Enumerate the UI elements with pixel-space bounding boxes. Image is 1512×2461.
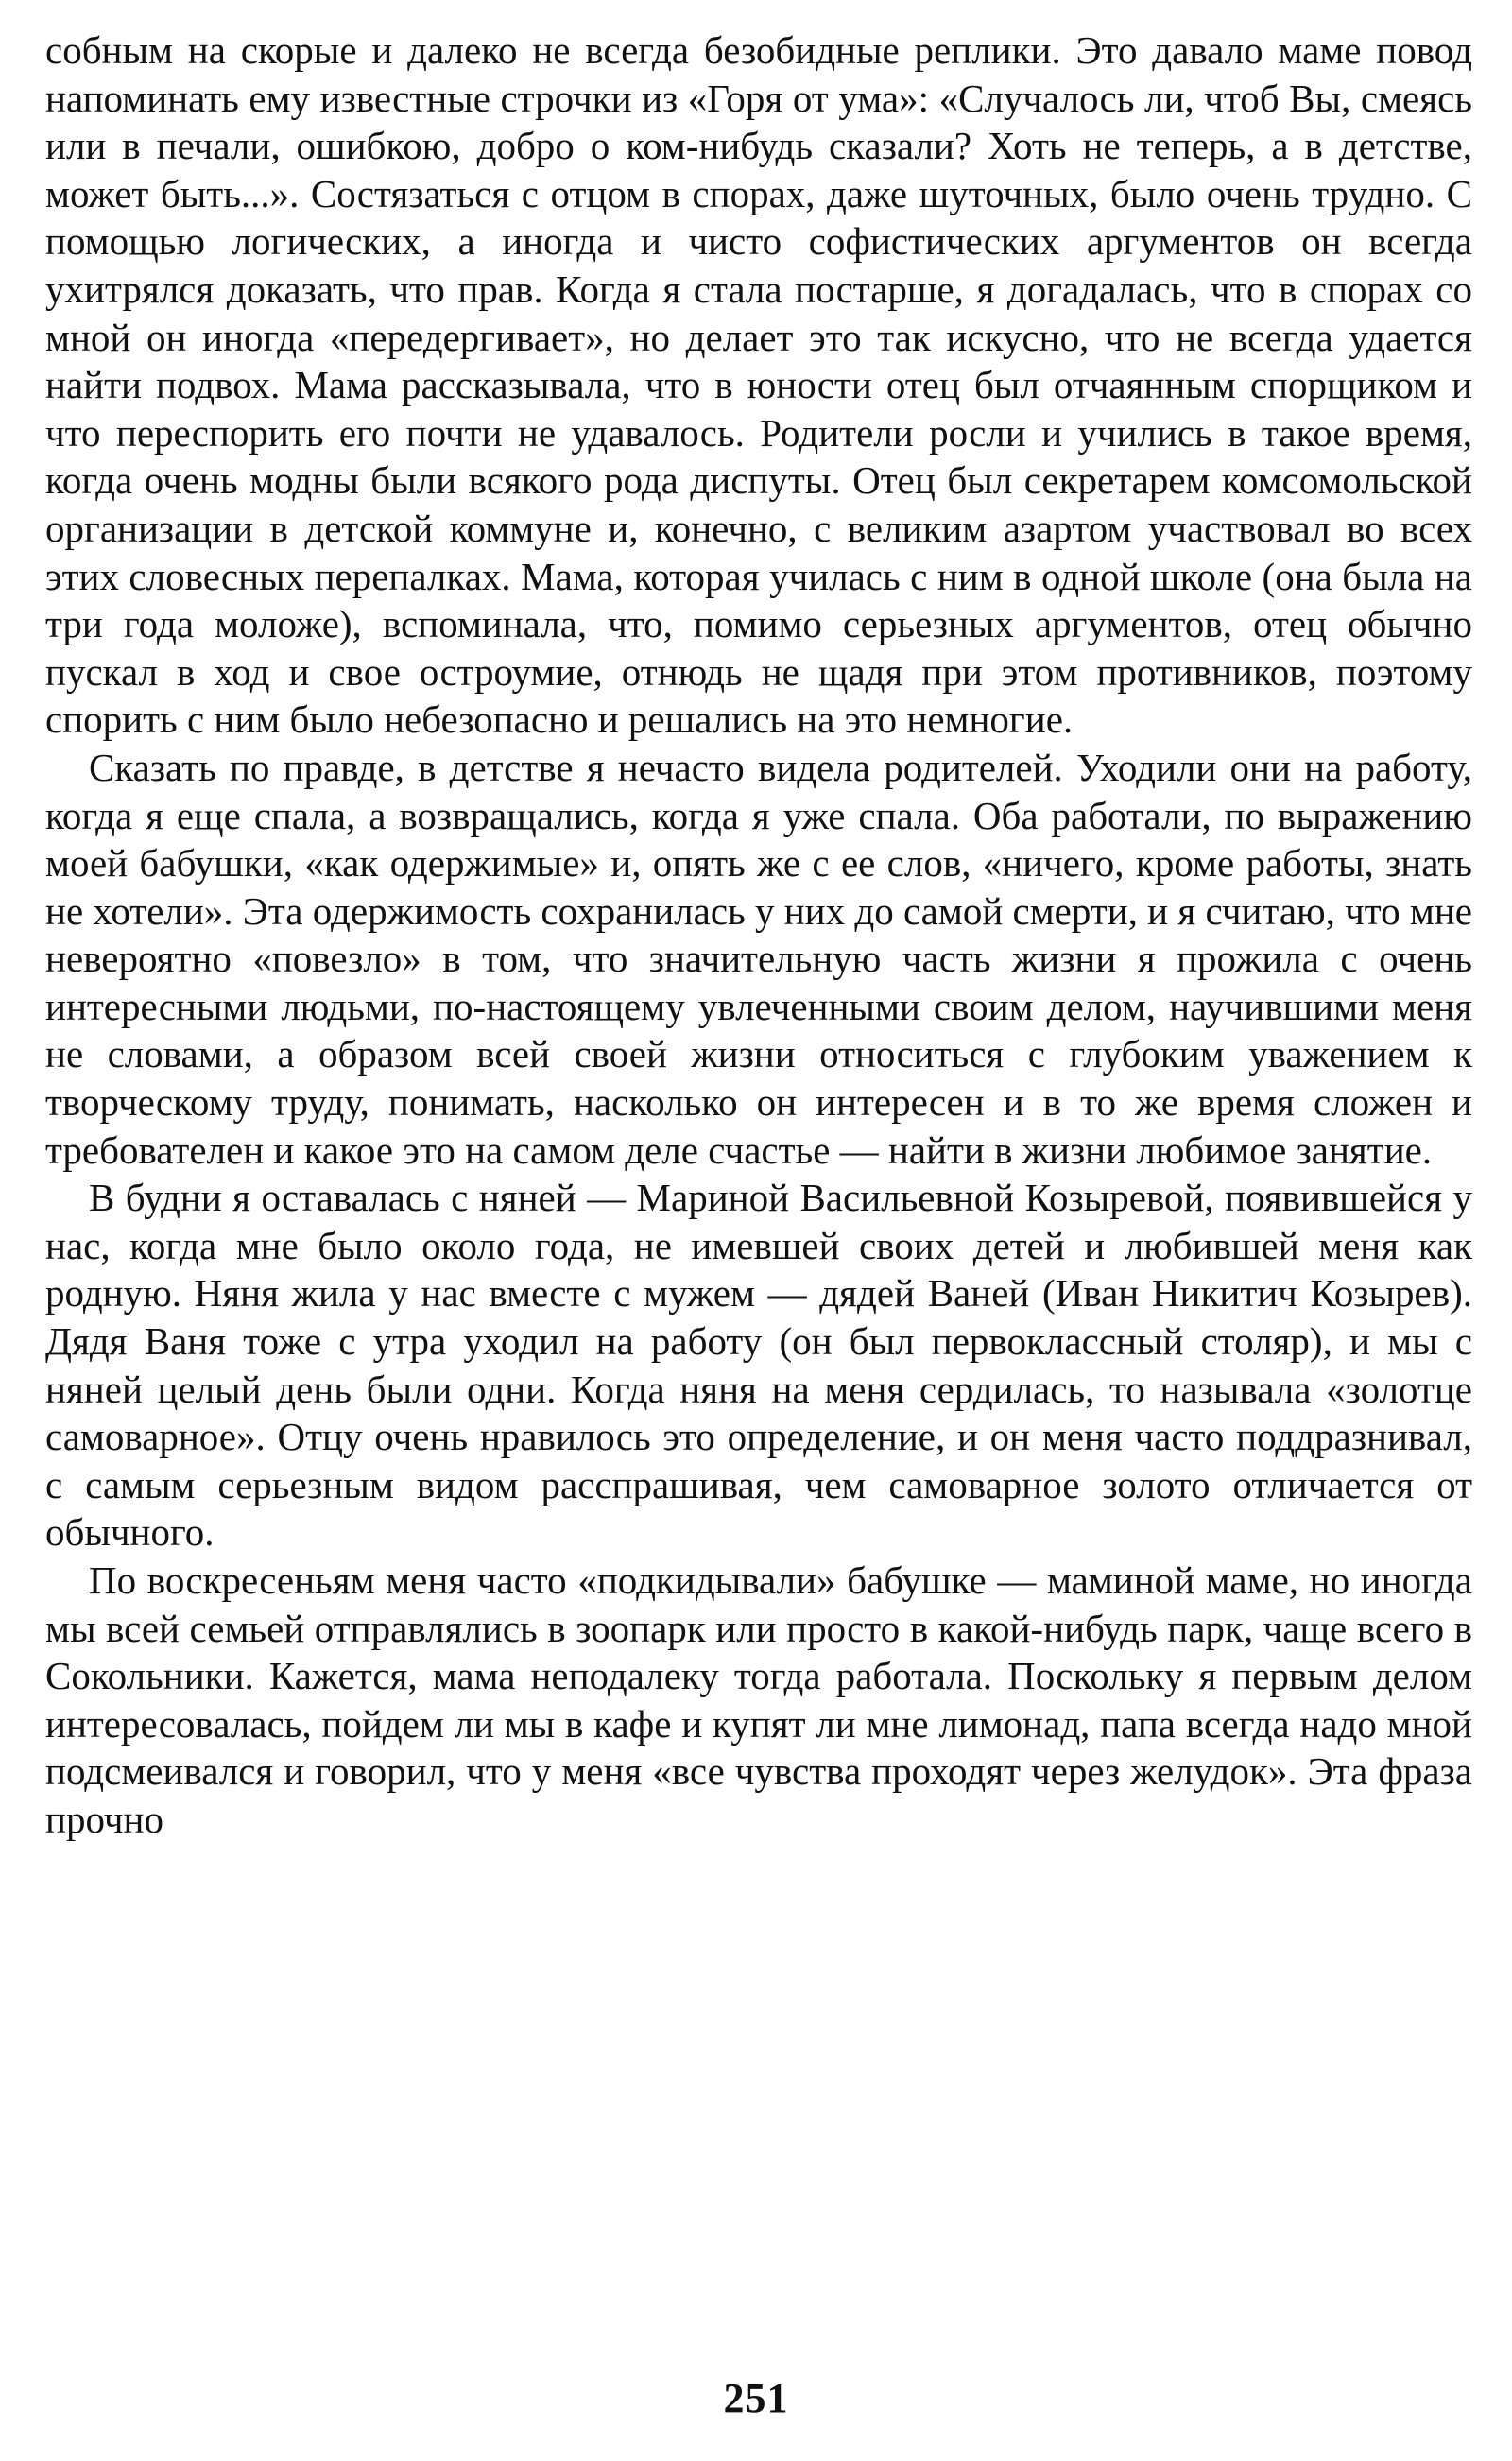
page-body xyxy=(45,26,1472,2446)
paragraph-3: В будни я оставалась с няней — Мариной Васильевной Козыревой, появившейся у нас, когда мне было около года, не имевшей своих детей и любившей меня как родную. Няня жила у нас вместе с мужем — дядей Ваней (Иван Никитич Козырев). Дядя Ваня тоже с утра уходил на работу (он был первоклассный столяр), и мы с няней целый день были одни. Когда няня на меня сердилась, то называла «золотце самоварное». Отцу очень нравилось это определение, и он меня часто поддразнивал, с самым серьезным видом расспрашивая, чем самоварное золото отличается от обычного. xyxy=(45,1176,1472,1555)
paragraph-1: собным на скорые и далеко не всегда безобидные реплики. Это давало маме повод напоминать ему известные строчки из «Горя от ума»: «Случалось ли, чтоб Вы, смеясь или в печали, ошибкою, добро о ком-нибудь сказали? Хоть не теперь, а в детстве, может быть...». Состязаться с отцом в спорах, даже шуточных, было очень трудно. С помощью логических, а иногда и чисто софистических аргументов он всегда ухитрялся доказать, что прав. Когда я стала постарше, я догадалась, что в спорах со мной он иногда «передергивает», но делает это так искусно, что не всегда удается найти подвох. Мама рассказывала, что в юности отец был отчаянным спорщиком и что переспорить его почти не удавалось. Родители росли и учились в такое время, когда очень модны были всякого рода диспуты. Отец был секретарем комсомольской организации в детской коммуне и, конечно, с великим азартом участвовал во всех этих словесных перепалках. Мама, которая училась с ним в одной школе (она была на три года моложе), вспоминала, что, помимо серьезных аргументов, отец обычно пускал в ход и свое остроумие, отнюдь не щадя при этом противников, поэтому спорить с ним было небезопасно и решались на это немногие. xyxy=(45,28,1472,742)
paragraph-2: Сказать по правде, в детстве я нечасто видела родителей. Уходили они на работу, когда я еще спала, а возвращались, когда я уже спала. Оба работали, по выражению моей бабушки, «как одержимые» и, опять же с ее слов, «ничего, кроме работы, знать не хотели». Эта одержимость сохранилась у них до самой смерти, и я считаю, что мне невероятно «повезло» в том, что значительную часть жизни я прожила с очень интересными людьми, по-настоящему увлеченными своим делом, научившими меня не словами, а образом всей своей жизни относиться с глубоким уважением к творческому труду, понимать, насколько он интересен и в то же время сложен и требователен и какое это на самом деле счастье — найти в жизни любимое занятие. xyxy=(45,745,1472,1172)
page-number: 251 xyxy=(723,2375,789,2421)
paragraph-4: По воскресеньям меня часто «подкидывали» бабушке — маминой маме, но иногда мы всей семьей отправлялись в зоопарк или просто в какой-нибудь парк, чаще всего в Сокольники. Кажется, мама неподалеку тогда работала. Поскольку я первым делом интересовалась, пойдем ли мы в кафе и купят ли мне лимонад, папа всегда надо мной подсмеивался и говорил, что у меня «все чувства проходят через желудок». Эта фраза прочно xyxy=(45,1558,1472,1841)
